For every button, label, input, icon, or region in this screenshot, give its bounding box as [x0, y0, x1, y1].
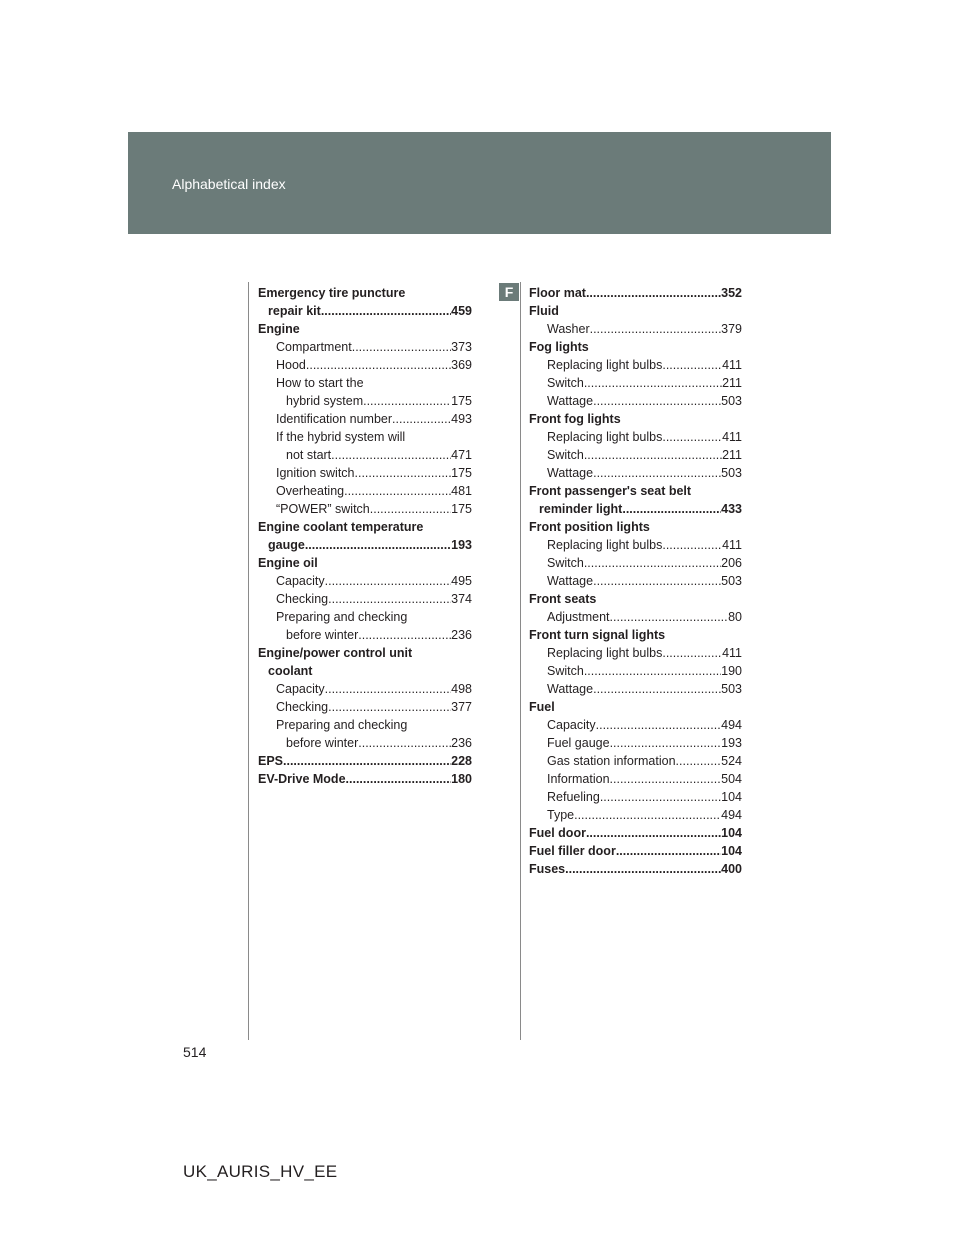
index-entry	[258, 644, 472, 662]
leader-dots	[306, 356, 451, 374]
index-entry-label: Fog lights	[529, 340, 589, 354]
leader-dots	[328, 698, 451, 716]
index-entry-label: Switch	[547, 376, 584, 390]
index-entry-label: Fuel door	[529, 826, 586, 840]
index-entry	[529, 608, 742, 626]
index-column-left	[258, 284, 472, 788]
index-entry-label: Front fog lights	[529, 412, 621, 426]
index-entry-page: 524	[721, 754, 742, 768]
index-entry-page: 236	[451, 628, 472, 642]
index-entry-page: 369	[451, 358, 472, 372]
leader-dots	[596, 716, 722, 734]
index-entry-page: 494	[721, 808, 742, 822]
index-entry-label: Front position lights	[529, 520, 650, 534]
index-entry-page: 374	[451, 592, 472, 606]
index-entry	[258, 464, 472, 482]
index-entry-page: 193	[721, 736, 742, 750]
leader-dots	[358, 626, 451, 644]
index-entry-label: Fuses	[529, 862, 566, 876]
index-entry-label: Fuel filler door	[529, 844, 616, 858]
index-entry-label: coolant	[268, 664, 313, 678]
index-entry	[258, 392, 472, 410]
index-entry-label: Replacing light bulbs	[547, 358, 663, 372]
index-entry-label: Emergency tire puncture	[258, 286, 406, 300]
index-entry-page: 175	[451, 394, 472, 408]
leader-dots	[325, 572, 452, 590]
leader-dots	[325, 680, 452, 698]
index-entry-label: EPS	[258, 754, 284, 768]
index-entry	[529, 662, 742, 680]
leader-dots	[610, 770, 722, 788]
leader-dots	[676, 752, 722, 770]
index-entry	[258, 554, 472, 572]
index-entry	[529, 806, 742, 824]
index-entry	[529, 590, 742, 608]
index-entry	[529, 500, 742, 518]
index-entry	[258, 716, 472, 734]
index-entry	[258, 680, 472, 698]
index-entry-label: hybrid system	[286, 394, 364, 408]
index-entry	[529, 788, 742, 806]
leader-dots	[616, 842, 721, 860]
index-entry-page: 481	[451, 484, 472, 498]
index-entry-page: 352	[721, 286, 742, 300]
index-entry-label: Overheating	[276, 484, 345, 498]
index-entry-label: Fuel gauge	[547, 736, 610, 750]
leader-dots	[593, 464, 721, 482]
index-entry-label: Adjustment	[547, 610, 610, 624]
index-entry-label: not start	[286, 448, 332, 462]
index-entry	[529, 446, 742, 464]
index-entry	[258, 428, 472, 446]
index-entry-page: 104	[721, 844, 742, 858]
index-entry-label: Engine	[258, 322, 300, 336]
index-entry	[258, 608, 472, 626]
index-entry-page: 498	[451, 682, 472, 696]
index-entry-label: reminder light	[539, 502, 623, 516]
index-entry	[258, 302, 472, 320]
index-entry-page: 411	[722, 358, 742, 372]
leader-dots	[370, 500, 451, 518]
index-entry-label: Wattage	[547, 466, 594, 480]
index-entry-label: repair kit	[268, 304, 321, 318]
index-entry	[529, 824, 742, 842]
leader-dots	[590, 320, 722, 338]
index-entry	[529, 464, 742, 482]
leader-dots	[358, 734, 451, 752]
index-entry-page: 503	[721, 682, 742, 696]
index-entry-label: Preparing and checking	[276, 718, 408, 732]
leader-dots	[331, 446, 451, 464]
index-entry-label: before winter	[286, 628, 359, 642]
index-entry-label: Engine/power control unit	[258, 646, 413, 660]
index-entry-label: gauge	[268, 538, 305, 552]
index-entry	[258, 482, 472, 500]
index-entry	[529, 626, 742, 644]
index-entry	[258, 500, 472, 518]
index-entry	[529, 374, 742, 392]
index-column-right	[529, 284, 742, 878]
leader-dots	[610, 734, 722, 752]
index-entry-label: Type	[547, 808, 575, 822]
index-entry-label: Capacity	[276, 682, 325, 696]
index-entry-page: 503	[721, 394, 742, 408]
leader-dots	[355, 464, 452, 482]
index-entry-label: Replacing light bulbs	[547, 646, 663, 660]
header-band	[128, 132, 831, 234]
leader-dots	[283, 752, 451, 770]
index-entry-page: 411	[722, 646, 742, 660]
index-entry	[529, 536, 742, 554]
index-entry	[258, 752, 472, 770]
index-entry-label: Capacity	[547, 718, 596, 732]
index-entry-page: 104	[721, 826, 742, 840]
index-entry-page: 175	[451, 466, 472, 480]
leader-dots	[392, 410, 451, 428]
index-entry-label: Preparing and checking	[276, 610, 408, 624]
index-entry-label: Engine coolant temperature	[258, 520, 424, 534]
index-entry	[529, 518, 742, 536]
index-entry-page: 175	[451, 502, 472, 516]
leader-dots	[593, 392, 721, 410]
index-entry-label: Wattage	[547, 394, 594, 408]
index-entry-label: If the hybrid system will	[276, 430, 406, 444]
index-entry-label: Gas station information	[547, 754, 676, 768]
leader-dots	[574, 806, 721, 824]
index-entry-page: 211	[722, 448, 742, 462]
index-entry	[258, 590, 472, 608]
index-entry-page: 228	[451, 754, 472, 768]
index-entry-label: Fluid	[529, 304, 559, 318]
index-entry-label: Washer	[547, 322, 590, 336]
index-entry-page: 373	[451, 340, 472, 354]
index-entry-page: 206	[721, 556, 742, 570]
leader-dots	[586, 824, 721, 842]
leader-dots	[344, 482, 451, 500]
leader-dots	[662, 428, 722, 446]
index-entry	[529, 752, 742, 770]
index-entry	[258, 662, 472, 680]
leader-dots	[305, 536, 451, 554]
index-entry-label: Capacity	[276, 574, 325, 588]
index-entry-label: Front passenger's seat belt	[529, 484, 692, 498]
index-entry-label: Switch	[547, 448, 584, 462]
index-entry-page: 433	[721, 502, 742, 516]
index-entry-label: Wattage	[547, 682, 594, 696]
index-entry-label: Fuel	[529, 700, 555, 714]
index-entry	[258, 410, 472, 428]
index-entry-page: 495	[451, 574, 472, 588]
index-entry	[529, 482, 742, 500]
index-entry-page: 411	[722, 430, 742, 444]
index-entry-label: Compartment	[276, 340, 352, 354]
index-entry-page: 503	[721, 466, 742, 480]
index-entry-page: 494	[721, 718, 742, 732]
index-entry	[258, 374, 472, 392]
leader-dots	[600, 788, 721, 806]
index-entry-page: 400	[721, 862, 742, 876]
leader-dots	[352, 338, 451, 356]
index-entry	[529, 410, 742, 428]
index-entry	[529, 842, 742, 860]
index-entry-label: Switch	[547, 664, 584, 678]
leader-dots	[622, 500, 721, 518]
index-entry-label: EV-Drive Mode	[258, 772, 346, 786]
index-entry-label: Floor mat	[529, 286, 586, 300]
leader-dots	[593, 572, 721, 590]
index-entry-label: Checking	[276, 592, 329, 606]
index-entry	[258, 284, 472, 302]
leader-dots	[346, 770, 452, 788]
index-entry-page: 193	[451, 538, 472, 552]
index-entry-label: Replacing light bulbs	[547, 430, 663, 444]
index-entry-label: Checking	[276, 700, 329, 714]
index-entry-label: How to start the	[276, 376, 364, 390]
leader-dots	[328, 590, 451, 608]
index-entry	[258, 734, 472, 752]
leader-dots	[662, 356, 722, 374]
index-entry-page: 236	[451, 736, 472, 750]
index-entry-page: 504	[721, 772, 742, 786]
index-entry-label: Ignition switch	[276, 466, 355, 480]
index-entry-page: 471	[451, 448, 472, 462]
index-entry	[258, 572, 472, 590]
section-letter-tab: F	[499, 283, 519, 301]
index-entry-label: Hood	[276, 358, 306, 372]
leader-dots	[662, 644, 722, 662]
index-entry	[258, 770, 472, 788]
page-number: 514	[183, 1044, 207, 1060]
index-entry-page: 211	[722, 376, 742, 390]
index-entry	[529, 320, 742, 338]
index-entry-label: Front seats	[529, 592, 597, 606]
index-entry-page: 377	[451, 700, 472, 714]
leader-dots	[610, 608, 729, 626]
index-entry	[258, 320, 472, 338]
index-entry	[258, 518, 472, 536]
index-entry	[529, 428, 742, 446]
leader-dots	[584, 554, 721, 572]
index-entry	[258, 446, 472, 464]
index-entry	[258, 356, 472, 374]
leader-dots	[662, 536, 722, 554]
index-entry-page: 104	[721, 790, 742, 804]
middle-column-rule	[520, 282, 521, 1040]
index-entry	[258, 626, 472, 644]
index-entry-label: “POWER” switch	[276, 502, 370, 516]
index-entry-page: 379	[721, 322, 742, 336]
index-entry-page: 503	[721, 574, 742, 588]
index-entry	[529, 284, 742, 302]
index-entry	[529, 356, 742, 374]
index-entry	[258, 536, 472, 554]
index-entry-page: 190	[721, 664, 742, 678]
index-entry	[529, 644, 742, 662]
index-entry	[529, 680, 742, 698]
index-entry-label: Front turn signal lights	[529, 628, 666, 642]
leader-dots	[586, 284, 721, 302]
index-entry	[529, 698, 742, 716]
leader-dots	[565, 860, 721, 878]
index-entry-label: Refueling	[547, 790, 600, 804]
index-entry-page: 459	[451, 304, 472, 318]
document-code: UK_AURIS_HV_EE	[183, 1162, 338, 1181]
index-entry-page: 411	[722, 538, 742, 552]
index-entry-label: Switch	[547, 556, 584, 570]
index-entry	[529, 572, 742, 590]
index-entry	[529, 554, 742, 572]
index-entry	[529, 716, 742, 734]
header-title: Alphabetical index	[172, 176, 286, 192]
leader-dots	[584, 374, 722, 392]
index-entry	[529, 338, 742, 356]
left-column-rule	[248, 282, 249, 1040]
index-entry	[258, 338, 472, 356]
leader-dots	[363, 392, 451, 410]
index-entry	[529, 860, 742, 878]
leader-dots	[321, 302, 451, 320]
index-entry-label: before winter	[286, 736, 359, 750]
leader-dots	[584, 446, 722, 464]
leader-dots	[584, 662, 721, 680]
index-entry-page: 80	[728, 610, 742, 624]
index-entry-label: Information	[547, 772, 610, 786]
index-entry-page: 180	[451, 772, 472, 786]
index-entry	[258, 698, 472, 716]
index-entry-label: Replacing light bulbs	[547, 538, 663, 552]
index-entry-label: Identification number	[276, 412, 393, 426]
index-entry	[529, 302, 742, 320]
index-entry-page: 493	[451, 412, 472, 426]
index-entry-label: Engine oil	[258, 556, 318, 570]
index-entry	[529, 770, 742, 788]
index-entry	[529, 734, 742, 752]
index-entry	[529, 392, 742, 410]
leader-dots	[593, 680, 721, 698]
index-entry-label: Wattage	[547, 574, 594, 588]
